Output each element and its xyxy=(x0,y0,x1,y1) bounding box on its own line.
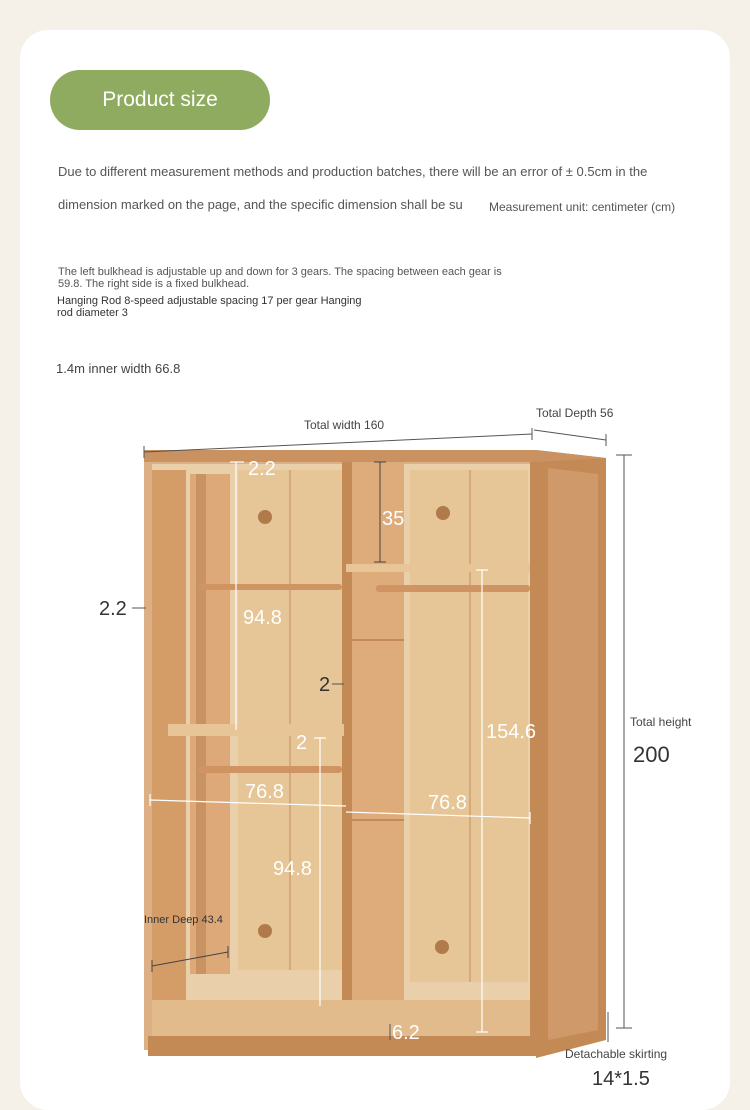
left-upper-rod xyxy=(198,584,342,590)
rod-note-line2: rod diameter 3 xyxy=(57,307,128,319)
error-note-line2: dimension marked on the page, and the specific dimension shall be su xyxy=(58,197,463,212)
mid-divider-dim: 2 xyxy=(319,674,331,696)
rod-note-line1: Hanging Rod 8-speed adjustable spacing 17 per gear Hanging xyxy=(57,295,362,307)
left-shelf xyxy=(168,724,344,736)
skirting-value: 14*1.5 xyxy=(592,1068,650,1090)
right-width-dim: 76.8 xyxy=(428,792,467,814)
wood-knot xyxy=(435,940,449,954)
total-width-label: Total width 160 xyxy=(304,418,385,432)
bulkhead-note-line2: 59.8. The right side is a fixed bulkhead. xyxy=(58,278,250,290)
wood-knot xyxy=(258,510,272,524)
right-hang-dim: 154.6 xyxy=(486,721,537,743)
error-note-line1: Due to different measurement methods and production batches, there will be an error of ± 0.5cm in the xyxy=(58,164,648,179)
top-gap-dim: 35 xyxy=(382,508,405,530)
left-upper-dim: 94.8 xyxy=(243,607,282,629)
wardrobe-top-board xyxy=(144,450,606,462)
base-board xyxy=(152,1000,530,1036)
wood-knot xyxy=(436,506,450,520)
total-width-line xyxy=(144,434,532,452)
bulkhead-note-line1: The left bulkhead is adjustable up and down for 3 gears. The spacing between each gear is xyxy=(58,266,502,278)
inner-width-note: 1.4m inner width 66.8 xyxy=(56,361,181,376)
measurement-unit: Measurement unit: centimeter (cm) xyxy=(489,200,676,214)
inner-deep-label: Inner Deep 43.4 xyxy=(144,914,223,926)
left-side-dim: 2.2 xyxy=(99,598,127,620)
wardrobe-side-inset xyxy=(548,468,598,1040)
shelf-thickness-dim: 2 xyxy=(296,732,308,754)
skirting-label: Detachable skirting xyxy=(565,1047,668,1061)
left-lower-dim: 94.8 xyxy=(273,858,312,880)
right-top-shelf xyxy=(346,564,530,572)
total-depth-line xyxy=(534,430,606,440)
right-rod xyxy=(376,585,530,592)
skirting-board xyxy=(148,1036,536,1056)
top-left-dim: 2.2 xyxy=(248,458,276,480)
total-height-label: Total height xyxy=(630,715,692,729)
total-height-value: 200 xyxy=(633,742,670,767)
section-title-badge: Product size xyxy=(50,70,270,130)
total-depth-label: Total Depth 56 xyxy=(536,406,614,420)
left-width-dim: 76.8 xyxy=(245,781,284,803)
bottom-dim: 6.2 xyxy=(392,1022,420,1044)
wood-knot xyxy=(258,924,272,938)
